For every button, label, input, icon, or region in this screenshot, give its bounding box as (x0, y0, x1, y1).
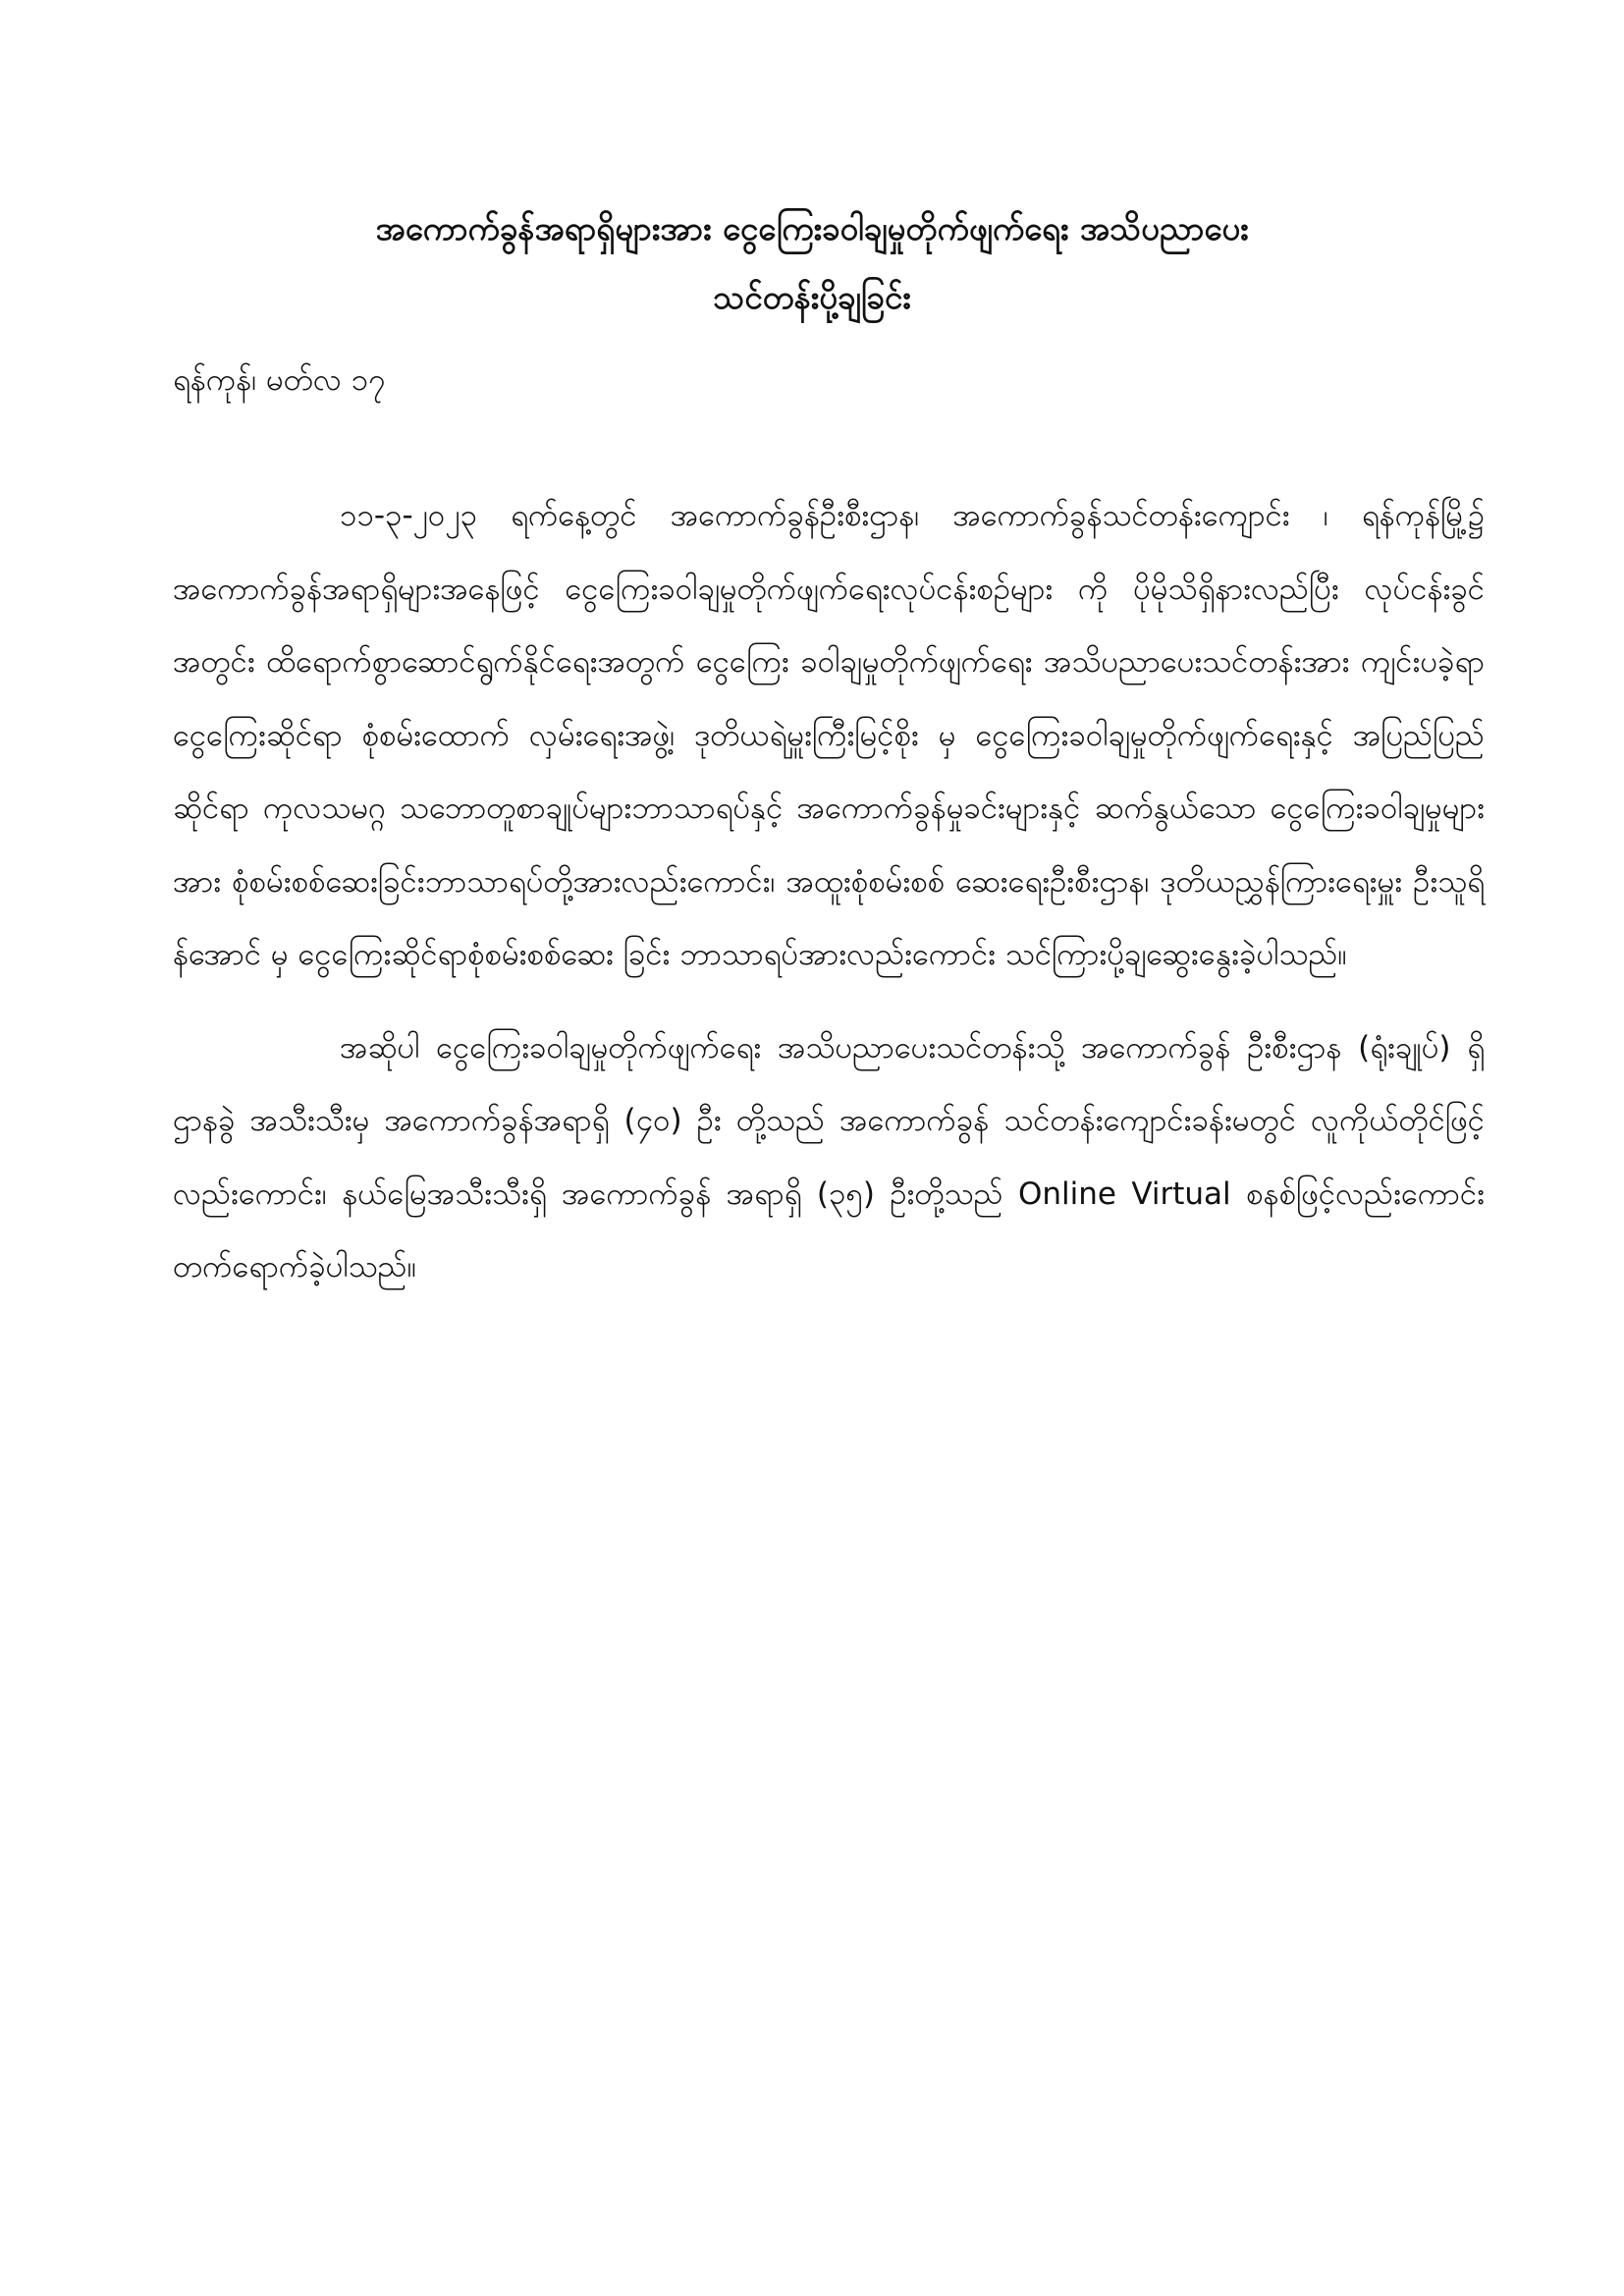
paragraph-2: အဆိုပါ ငွေကြေးခဝါချမှုတိုက်ဖျက်ရေး အသိပညာပေးသင်တန်းသို့ အကောက်ခွန် ဦးစီးဌာန (ရုံးချုပ်) ရှိ ဌာနခွဲ အသီးသီးမှ အကောက်ခွန်အရာရှိ (၄၀) ဦး တို့သည် အကောက်ခွန် သင်တန်းကျောင်းခန်းမတွင် လူကိုယ်တိုင်ဖြင့်လည်းကောင်း၊ နယ်မြေအသီးသီးရှိ အကောက်ခွန် အရာရှိ (၃၅) ဦးတို့သည် Online Virtual စနစ်ဖြင့်လည်းကောင်း တက်ရောက်ခဲ့ပါသည်။ (173, 1029, 1485, 1285)
document-body (173, 479, 1485, 1304)
dateline: ရန်ကုန်၊ မတ်လ ၁၇ (173, 362, 386, 398)
title-line-2: သင်တန်းပို့ချခြင်း (713, 278, 911, 316)
document-title (196, 194, 1428, 332)
title-line-1: အကောက်ခွန်အရာရှိများအား ငွေကြေးခဝါချမှုတိုက်ဖျက်ရေး အသိပညာပေး (375, 209, 1249, 247)
paragraph-1: ၁၁-၃-၂၀၂၃ ရက်နေ့တွင် အကောက်ခွန်ဦးစီးဌာန၊ အကောက်ခွန်သင်တန်းကျောင်း ၊ ရန်ကုန်မြို့၌ အကောက်ခွန်အရာရှိများအနေဖြင့် ငွေကြေးခဝါချမှုတိုက်ဖျက်ရေးလုပ်ငန်းစဉ်များ ကို ပိုမိုသိရှိနားလည်ပြီး လုပ်ငန်းခွင်အတွင်း ထိရောက်စွာဆောင်ရွက်နိုင်ရေးအတွက် ငွေကြေး ခဝါချမှုတိုက်ဖျက်ရေး အသိပညာပေးသင်တန်းအား ကျင်းပခဲ့ရာ ငွေကြေးဆိုင်ရာ စုံစမ်းထောက် လှမ်းရေးအဖွဲ့၊ ဒုတိယရဲမှူးကြီးမြင့်စိုး မှ ငွေကြေးခဝါချမှုတိုက်ဖျက်ရေးနှင့် အပြည်ပြည်ဆိုင်ရာ ကုလသမဂ္ဂ သဘောတူစာချုပ်များဘာသာရပ်နှင့် အကောက်ခွန်မှုခင်းများနှင့် ဆက်နွယ်သော ငွေကြေးခဝါချမှုများအား စုံစမ်းစစ်ဆေးခြင်းဘာသာရပ်တို့အားလည်းကောင်း၊ အထူးစုံစမ်းစစ် ဆေးရေးဦးစီးဌာန၊ ဒုတိယညွှန်ကြားရေးမှူး ဦးသူရိန်အောင် မှ ငွေကြေးဆိုင်ရာစုံစမ်းစစ်ဆေး ခြင်း ဘာသာရပ်အားလည်းကောင်း သင်ကြားပို့ချဆွေးနွေးခဲ့ပါသည်။ (173, 498, 1485, 972)
